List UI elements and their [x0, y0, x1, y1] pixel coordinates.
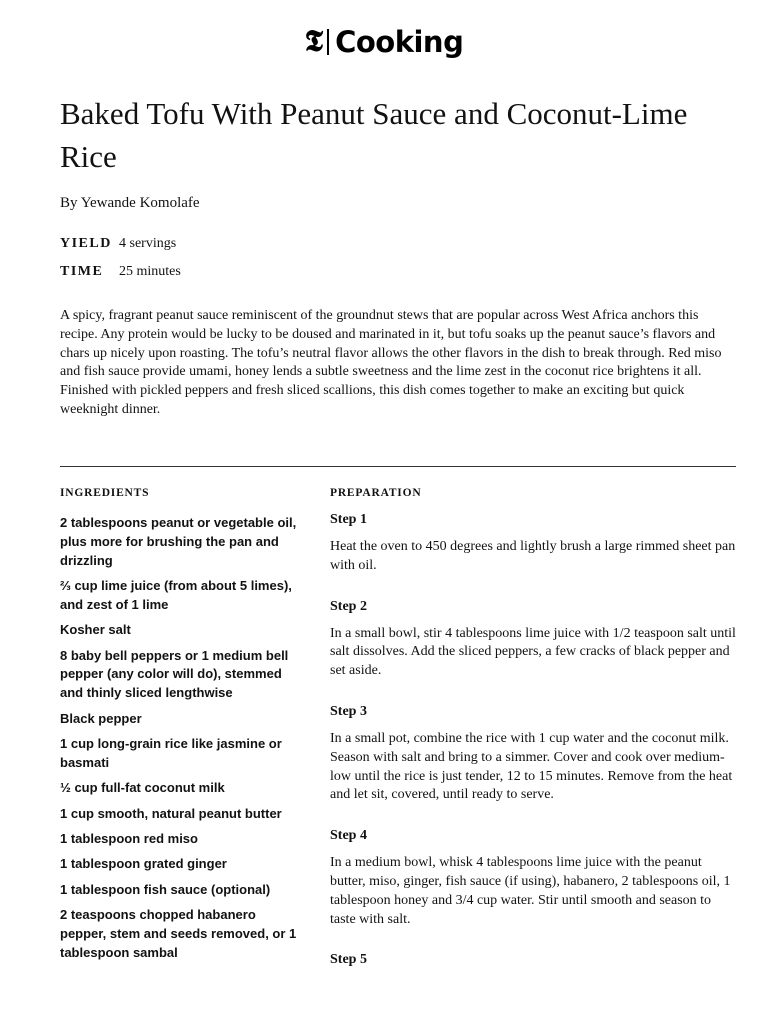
nyt-t-logo-icon: 𝕿 [304, 24, 324, 59]
ingredient-item: ½ cup full-fat coconut milk [60, 780, 225, 796]
step-text: In a small pot, combine the rice with 1 cup water and the coconut milk. Season with salt and bring to a simmer. Cover and cook over medium-low until the rice is just tender, 12 to 15 minutes. Remove from the heat and let sit, covered, until ready to serve. [330, 730, 733, 803]
recipe-byline: By Yewande Komolafe [60, 195, 200, 211]
step-title: Step 3 [330, 703, 367, 719]
brand-divider [327, 29, 329, 55]
section-divider [60, 466, 736, 467]
ingredients-heading: INGREDIENTS [60, 487, 150, 499]
time-row [60, 264, 181, 280]
ingredient-item: Black pepper [60, 710, 142, 726]
ingredient-item: 1 cup long-grain rice like jasmine or basmati [60, 735, 282, 770]
site-header [0, 24, 768, 60]
ingredient-item: 1 tablespoon grated ginger [60, 856, 227, 872]
recipe-title: Baked Tofu With Peanut Sauce and Coconut-Lime Rice [60, 96, 688, 174]
ingredient-item: 1 cup smooth, natural peanut butter [60, 805, 282, 821]
step-text: Heat the oven to 450 degrees and lightly brush a large rimmed sheet pan with oil. [330, 539, 736, 573]
ingredient-item: 1 tablespoon fish sauce (optional) [60, 881, 271, 897]
step-title: Step 4 [330, 828, 367, 844]
ingredient-item: ⅔ cup lime juice (from about 5 limes), and zest of 1 lime [60, 577, 292, 612]
preparation-heading: PREPARATION [330, 487, 422, 499]
ingredient-item: 1 tablespoon red miso [60, 830, 198, 846]
step-2 [330, 597, 736, 681]
yield-row [60, 236, 176, 252]
step-text: In a small bowl, stir 4 tablespoons lime juice with 1/2 teaspoon salt until salt dissolves. Add the sliced peppers, a few cracks of black pepper and set aside. [330, 625, 736, 679]
ingredients-list [60, 514, 298, 969]
time-label: TIME [60, 264, 104, 279]
brand-logo[interactable] [304, 24, 464, 59]
step-text: In a medium bowl, whisk 4 tablespoons lime juice with the peanut butter, miso, ginger, fish sauce (if using), habanero, 2 tablespoons oil, 1 tablespoon honey and 3/4 cup water. Stir until smooth and season to taste with salt. [330, 855, 731, 927]
recipe-intro: A spicy, fragrant peanut sauce reminiscent of the groundnut stews that are popular across West Africa anchors this recipe. Any protein would be lucky to be doused and marinated in it, but tofu soaks up the peanut sauce’s flavors and chars up nicely upon roasting. The tofu’s neutral flavor allows the other flavors in the dish to break through. Red miso and fish sauce provide umami, honey lends a subtle sweetness and the lime zest in the coconut rice brightens it all. Finished with pickled peppers and fresh sliced scallions, this dish comes together to make an exciting but quick weeknight dinner. [60, 308, 722, 417]
ingredient-item: Kosher salt [60, 622, 131, 638]
step-1 [330, 510, 736, 576]
yield-value: 4 servings [119, 236, 177, 251]
ingredient-item: 2 tablespoons peanut or vegetable oil, plus more for brushing the pan and drizzling [60, 515, 297, 568]
step-title: Step 5 [330, 952, 367, 968]
preparation-steps [330, 510, 736, 991]
step-5 [330, 950, 736, 970]
brand-name: Cooking [335, 24, 464, 59]
step-4 [330, 826, 736, 929]
ingredient-item: 8 baby bell peppers or 1 medium bell pepper (any color will do), stemmed and thinly sliced lengthwise [60, 647, 289, 701]
step-3 [330, 702, 736, 805]
step-title: Step 1 [330, 512, 367, 527]
time-value: 25 minutes [119, 264, 181, 279]
ingredient-item: 2 teaspoons chopped habanero pepper, stem and seeds removed, or 1 tablespoon sambal [60, 907, 297, 960]
step-title: Step 2 [330, 598, 367, 614]
yield-label: YIELD [60, 236, 112, 251]
